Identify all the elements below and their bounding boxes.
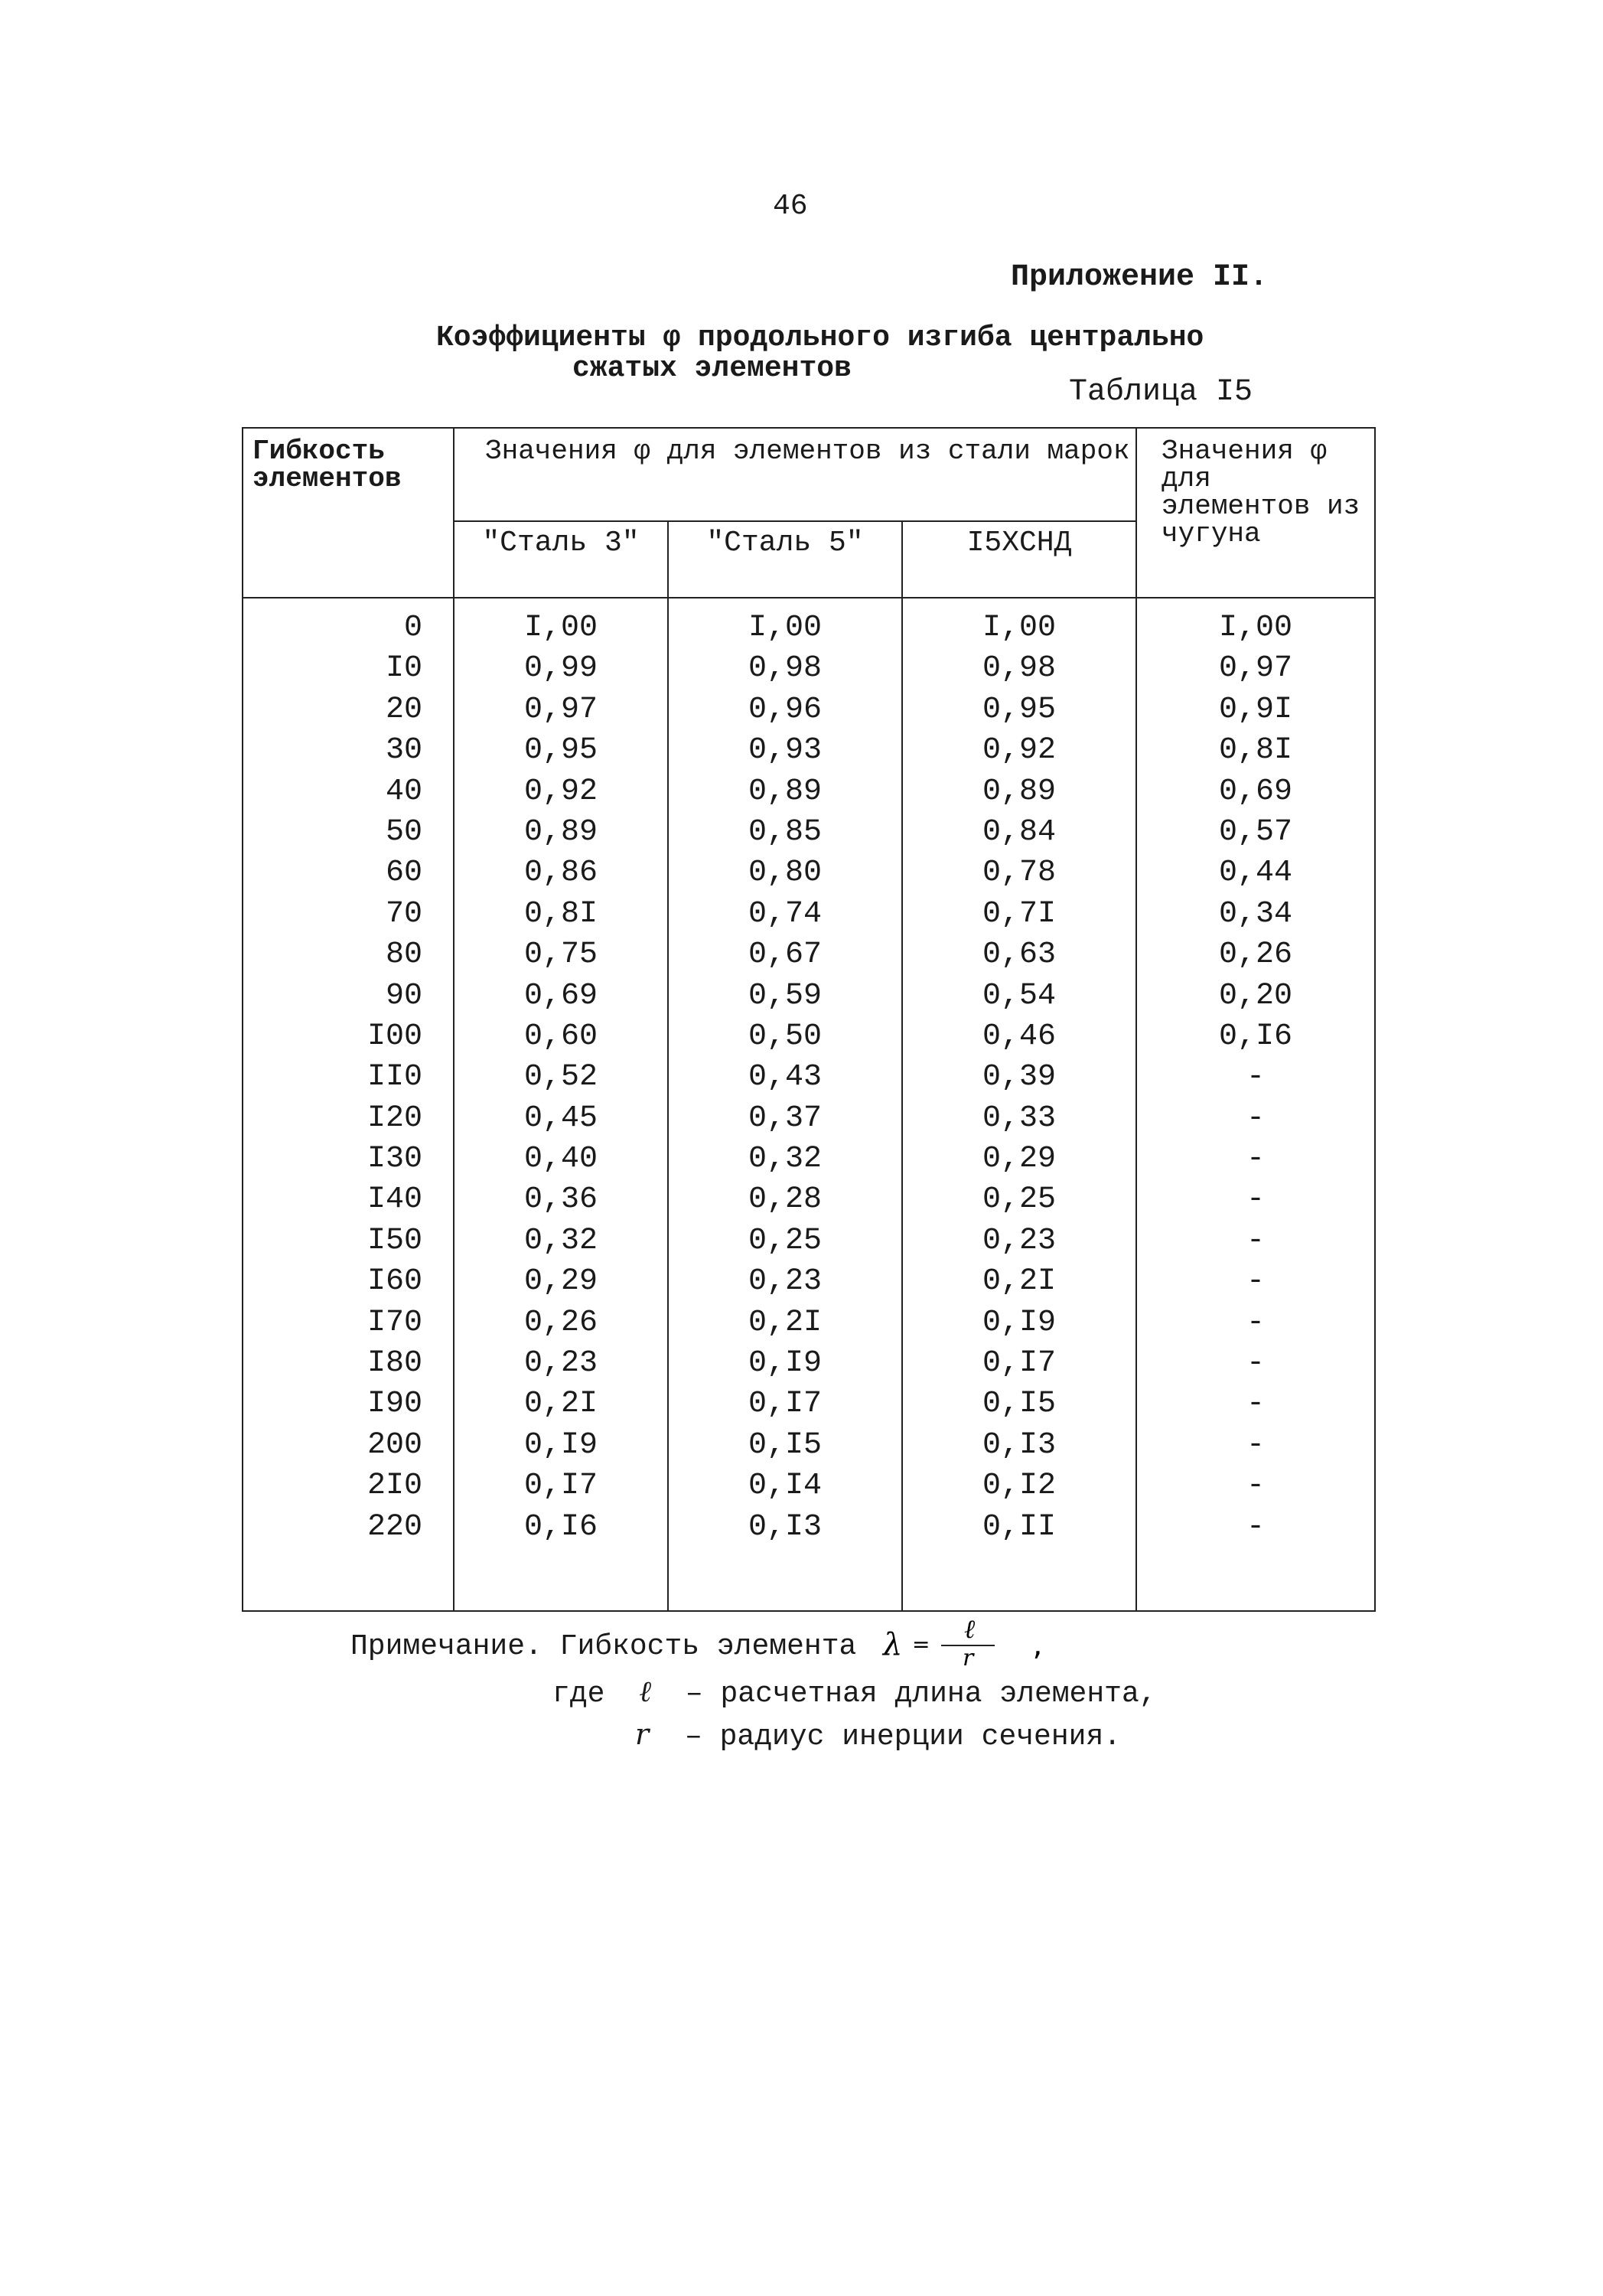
- iron-cell: -: [1246, 1427, 1266, 1463]
- iron-cell: -: [1246, 1346, 1266, 1381]
- steel3-cell: 0,45: [523, 1101, 598, 1136]
- lambda-cell: 70: [385, 896, 422, 931]
- steel5-cell: 0,59: [748, 978, 822, 1013]
- lambda-cell: I40: [367, 1182, 422, 1218]
- steel3-cell: 0,32: [523, 1223, 598, 1258]
- iron-cell: 0,26: [1219, 938, 1293, 973]
- lambda-cell: 30: [385, 733, 422, 768]
- steel5-cell: 0,50: [748, 1019, 822, 1054]
- radius-symbol: r: [635, 1717, 650, 1751]
- table-title-line1: Коэффициенты φ продольного изгиба центрально: [436, 321, 1204, 354]
- steel3-cell: 0,92: [523, 774, 598, 809]
- lambda-cell: I90: [367, 1387, 422, 1422]
- steel3-cell: 0,I6: [523, 1509, 598, 1544]
- where-text: – расчетная длина элемента,: [685, 1678, 1157, 1711]
- steel3-cell: 0,26: [523, 1305, 598, 1340]
- table-title-line2: сжатых элементов: [572, 352, 852, 385]
- steel3-cell: 0,89: [523, 814, 598, 850]
- lambda-cell: 80: [385, 938, 422, 973]
- steel3-cell: 0,I9: [523, 1427, 598, 1463]
- lambda-cell: I00: [367, 1019, 422, 1054]
- steel15-cell: 0,92: [982, 733, 1057, 768]
- formula-denominator: r: [963, 1645, 974, 1668]
- steel3-cell: 0,I7: [523, 1469, 598, 1504]
- lambda-cell: II0: [367, 1060, 422, 1095]
- steel5-cell: 0,93: [748, 733, 822, 768]
- steel15-cell: 0,2I: [982, 1264, 1057, 1300]
- column-iron: [1136, 598, 1375, 1611]
- steel5-cell: 0,28: [748, 1182, 822, 1218]
- steel5-cell: 0,2I: [748, 1305, 822, 1340]
- where-symbol-l: ℓ: [639, 1675, 652, 1708]
- column-steel5: [668, 598, 902, 1611]
- steel5-cell: 0,32: [748, 1142, 822, 1177]
- steel15-cell: 0,7I: [982, 896, 1057, 931]
- iron-cell: -: [1246, 1060, 1266, 1095]
- lambda-cell: 90: [385, 978, 422, 1013]
- steel5-cell: 0,37: [748, 1101, 822, 1136]
- iron-cell: -: [1246, 1387, 1266, 1422]
- iron-cell: 0,20: [1219, 978, 1293, 1013]
- iron-cell: -: [1246, 1264, 1266, 1300]
- steel15-cell: 0,33: [982, 1101, 1057, 1136]
- iron-cell: -: [1246, 1142, 1266, 1177]
- steel15-cell: 0,63: [982, 938, 1057, 973]
- steel3-cell: I,00: [523, 611, 598, 645]
- steel5-cell: 0,I7: [748, 1387, 822, 1422]
- steel3-cell: 0,86: [523, 856, 598, 891]
- lambda-cell: 40: [385, 774, 422, 809]
- steel5-cell: 0,85: [748, 814, 822, 850]
- steel15-cell: 0,98: [982, 651, 1057, 687]
- steel5-cell: 0,I9: [748, 1346, 822, 1381]
- header-iron-values: Значения φ для элементов из чугуна: [1136, 428, 1375, 598]
- steel15-cell: 0,78: [982, 856, 1057, 891]
- steel5-cell: 0,I4: [748, 1469, 822, 1504]
- subheader-15khsnd: I5ХСНД: [902, 521, 1136, 598]
- steel15-cell: 0,II: [982, 1509, 1057, 1544]
- steel15-cell: 0,46: [982, 1019, 1057, 1054]
- steel3-cell: 0,60: [523, 1019, 598, 1054]
- steel5-cell: 0,89: [748, 774, 822, 809]
- page-number: 46: [773, 190, 808, 223]
- where-prefix: где: [552, 1678, 605, 1711]
- iron-cell: 0,44: [1219, 856, 1293, 891]
- steel3-cell: 0,75: [523, 938, 598, 973]
- steel5-cell: 0,80: [748, 856, 822, 891]
- formula-lambda: λ: [883, 1627, 903, 1662]
- subheader-steel3: "Сталь 3": [454, 521, 668, 598]
- column-15khsnd: [902, 598, 1136, 1611]
- iron-cell: 0,I6: [1219, 1019, 1293, 1054]
- note-radius-line: [635, 1717, 1121, 1753]
- steel3-cell: 0,95: [523, 733, 598, 768]
- coefficients-table: [242, 427, 1376, 1612]
- lambda-cell: I20: [367, 1101, 422, 1136]
- steel15-cell: 0,I9: [982, 1305, 1057, 1340]
- iron-cell: -: [1246, 1101, 1266, 1136]
- subheader-steel5: "Сталь 5": [668, 521, 902, 598]
- steel15-cell: 0,25: [982, 1182, 1057, 1218]
- steel5-cell: 0,96: [748, 692, 822, 727]
- steel5-cell: 0,23: [748, 1264, 822, 1300]
- note-where-line: [552, 1675, 1157, 1711]
- steel15-cell: 0,I2: [982, 1469, 1057, 1504]
- steel3-cell: 0,8I: [523, 896, 598, 931]
- steel15-cell: 0,I5: [982, 1387, 1057, 1422]
- steel3-cell: 0,52: [523, 1060, 598, 1095]
- iron-cell: 0,34: [1219, 896, 1293, 931]
- steel15-cell: I,00: [982, 611, 1057, 645]
- lambda-cell: I30: [367, 1142, 422, 1177]
- steel5-cell: 0,98: [748, 651, 822, 687]
- steel3-cell: 0,97: [523, 692, 598, 727]
- column-steel3: [454, 598, 668, 1611]
- formula-comma: ,: [1030, 1631, 1046, 1662]
- steel3-cell: 0,36: [523, 1182, 598, 1218]
- iron-cell: -: [1246, 1469, 1266, 1504]
- iron-cell: 0,57: [1219, 814, 1293, 850]
- steel15-cell: 0,29: [982, 1142, 1057, 1177]
- steel3-cell: 0,69: [523, 978, 598, 1013]
- lambda-cell: 200: [367, 1427, 422, 1463]
- steel3-cell: 0,29: [523, 1264, 598, 1300]
- lambda-cell: I70: [367, 1305, 422, 1340]
- steel15-cell: 0,89: [982, 774, 1057, 809]
- steel5-cell: 0,74: [748, 896, 822, 931]
- formula-equals: =: [912, 1632, 930, 1657]
- lambda-cell: 220: [367, 1509, 422, 1544]
- steel15-cell: 0,39: [982, 1060, 1057, 1095]
- steel15-cell: 0,I7: [982, 1346, 1057, 1381]
- steel3-cell: 0,2I: [523, 1387, 598, 1422]
- steel5-cell: 0,I3: [748, 1509, 822, 1544]
- formula-numerator: ℓ: [964, 1615, 976, 1645]
- steel3-cell: 0,99: [523, 651, 598, 687]
- lambda-cell: 60: [385, 856, 422, 891]
- iron-cell: 0,97: [1219, 651, 1293, 687]
- radius-text: – радиус инерции сечения.: [684, 1720, 1122, 1753]
- lambda-cell: 50: [385, 814, 422, 850]
- lambda-cell: 2I0: [367, 1469, 422, 1504]
- lambda-cell: I0: [385, 651, 422, 687]
- iron-cell: -: [1246, 1223, 1266, 1258]
- iron-cell: 0,69: [1219, 774, 1293, 809]
- iron-cell: I,00: [1219, 611, 1293, 645]
- steel15-cell: 0,23: [982, 1223, 1057, 1258]
- note-label: Примечание. Гибкость элемента: [350, 1630, 857, 1663]
- lambda-cell: 20: [385, 692, 422, 727]
- steel15-cell: 0,54: [982, 978, 1057, 1013]
- steel5-cell: 0,67: [748, 938, 822, 973]
- lambda-cell: I50: [367, 1223, 422, 1258]
- lambda-cell: 0: [403, 611, 422, 645]
- steel3-cell: 0,40: [523, 1142, 598, 1177]
- header-steel-values: Значения φ для элементов из стали марок: [454, 428, 1136, 521]
- flexibility-formula: [880, 1615, 1048, 1668]
- table-number-label: Таблица I5: [1068, 375, 1253, 409]
- column-lambda: [243, 598, 454, 1611]
- steel15-cell: 0,I3: [982, 1427, 1057, 1463]
- steel15-cell: 0,84: [982, 814, 1057, 850]
- header-flexibility: Гибкость элементов: [243, 428, 454, 598]
- iron-cell: 0,8I: [1219, 733, 1293, 768]
- steel5-cell: 0,25: [748, 1223, 822, 1258]
- steel5-cell: I,00: [748, 611, 822, 645]
- appendix-label: Приложение II.: [1010, 260, 1268, 295]
- lambda-cell: I80: [367, 1346, 422, 1381]
- iron-cell: 0,9I: [1219, 692, 1293, 727]
- steel5-cell: 0,43: [748, 1060, 822, 1095]
- steel3-cell: 0,23: [523, 1346, 598, 1381]
- iron-cell: -: [1246, 1509, 1266, 1544]
- iron-cell: -: [1246, 1182, 1266, 1218]
- lambda-cell: I60: [367, 1264, 422, 1300]
- steel15-cell: 0,95: [982, 692, 1057, 727]
- steel5-cell: 0,I5: [748, 1427, 822, 1463]
- iron-cell: -: [1246, 1305, 1266, 1340]
